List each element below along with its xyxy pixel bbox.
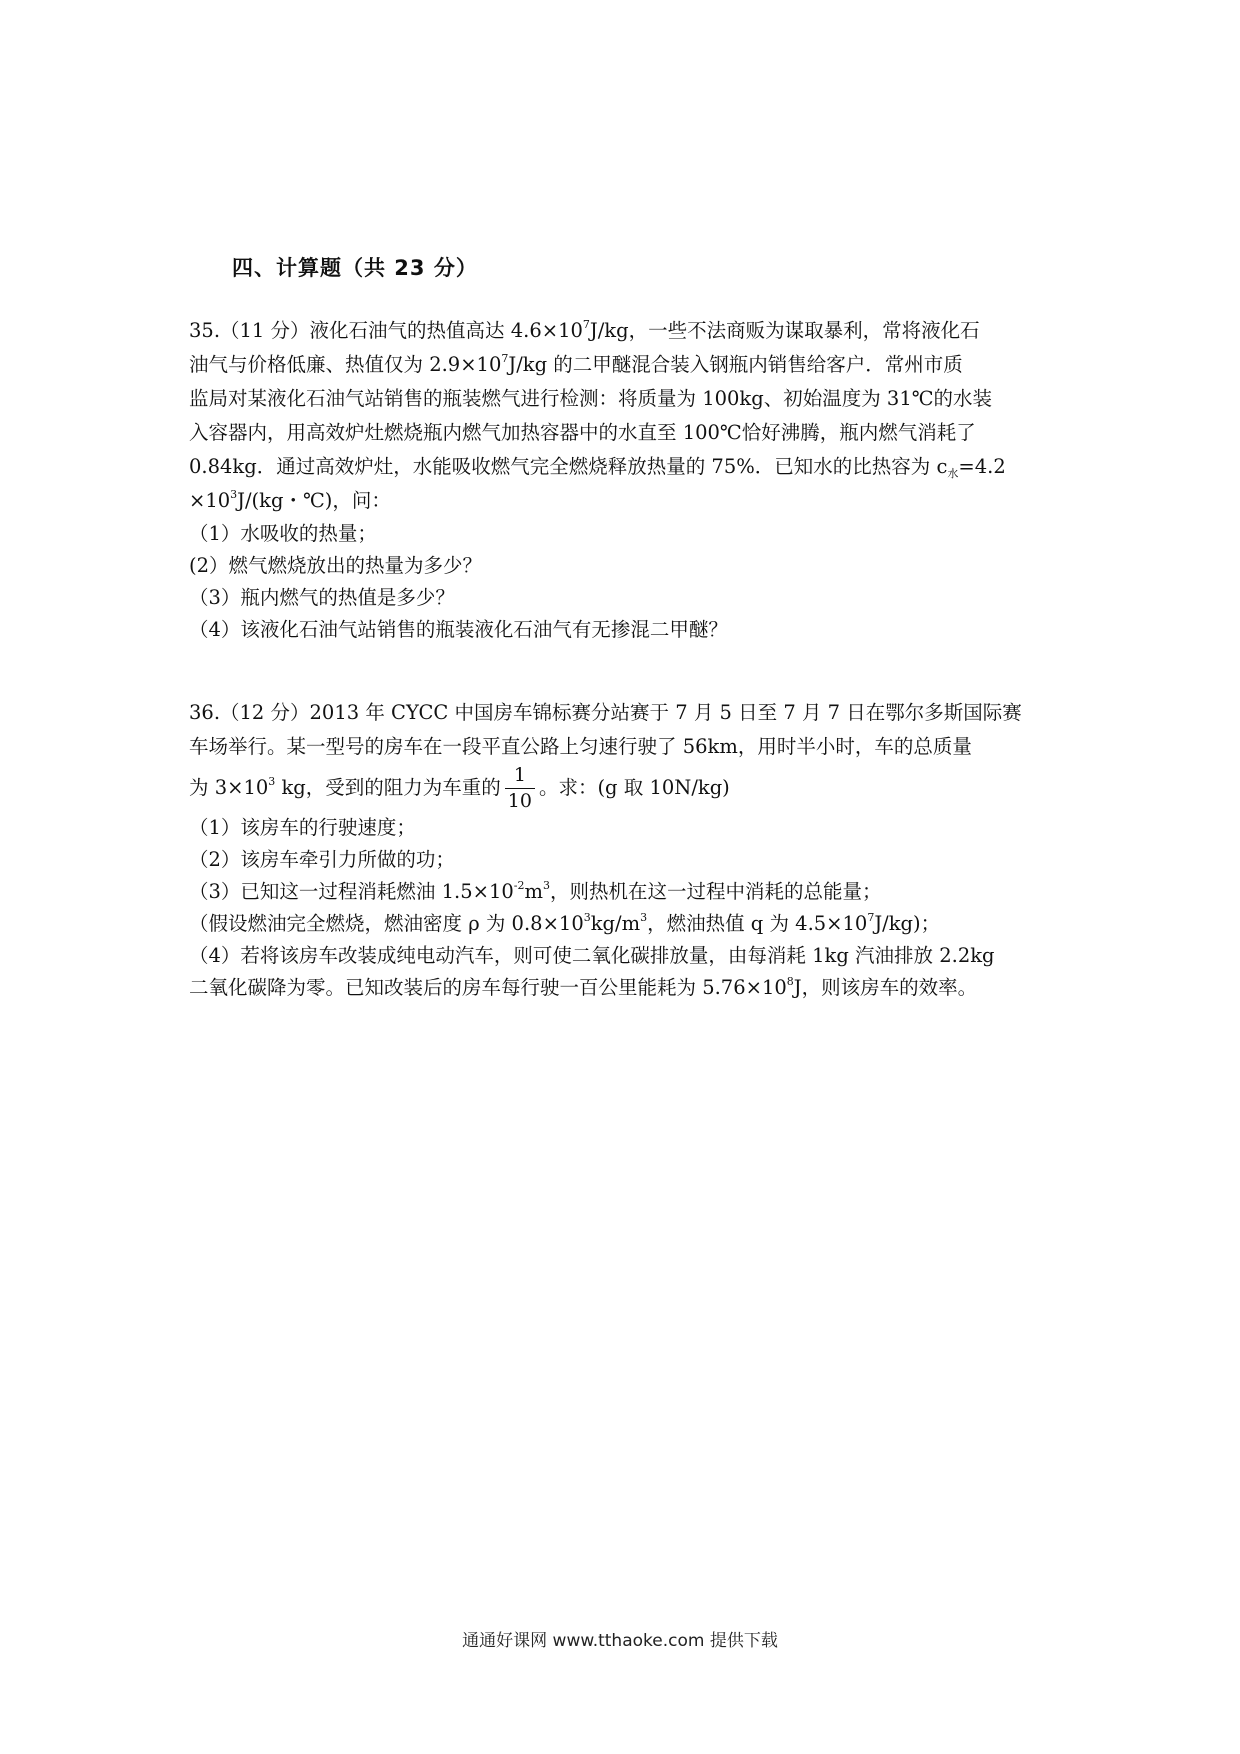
q36-line-3: 为 $3\times 10^3$ kg，受到的阻力为车重的 $\frac{1}{10}$ 。求：(g 取 10N/kg) [189,764,730,812]
q36-subquestion-1: （1）该房车的行驶速度； [189,816,416,839]
q36-subquestion-4: （4）若将该房车改装成纯电动汽车，则可使二氧化碳排放量，由每消耗 1kg 汽油排放 2.2kg [189,944,995,967]
q36-subquestion-3: （3）已知这一过程消耗燃油 $1.5\times 10^{-2}m^3$，则热机在这一过程中消耗的总能量； [189,879,882,903]
q35-subquestion-3: （3）瓶内燃气的热值是多少？ [189,586,455,609]
q35-line-2: 油气与价格低廉、热值仅为 $2.9\times 10^7J/kg$ 的二甲醚混合装入钢瓶内销售给客户．常州市质 [189,352,963,376]
footer-source-text: 通通好课网 www.tthaoke.com 提供下载 [462,1631,778,1651]
question-36 [189,696,1061,1004]
q36-subquestion-2: （2）该房车牵引力所做的功； [189,848,455,871]
q36-line-1: 36.（12 分）2013 年 CYCC 中国房车锦标赛分站赛于 7 月 5 日至 7 月 7 日在鄂尔多斯国际赛 [189,701,1022,724]
q35-subquestion-2: (2）燃气燃烧放出的热量为多少？ [189,554,483,577]
question-35 [189,314,1061,646]
fraction-one-tenth: $\frac{1}{10}$ [505,766,535,811]
section-heading: 四、计算题（共 23 分） [232,256,478,280]
q35-line-5: 0.84kg．通过高效炉灶，水能吸收燃气完全燃烧释放热量的 75%．已知水的比热容为 $c_水=4.2$ [189,455,1006,480]
q35-subquestion-4: （4）该液化石油气站销售的瓶装液化石油气有无掺混二甲醚？ [189,618,728,641]
q35-line-3: 监局对某液化石油气站销售的瓶装燃气进行检测：将质量为 100kg、初始温度为 31℃的水装 [189,387,993,410]
q35-line-6: $\times 10^3J/(kg$・℃)，问： [189,488,391,512]
q35-line-4: 入容器内，用高效炉灶燃烧瓶内燃气加热容器中的水直至 100℃恰好沸腾，瓶内燃气消耗了 [189,421,976,444]
q36-line-2: 车场举行。某一型号的房车在一段平直公路上匀速行驶了 56km，用时半小时，车的总质量 [189,735,972,758]
q35-line-1: 35.（11 分）液化石油气的热值高达 $4.6\times 10^7J/kg$，一些不法商贩为谋取暴利，常将液化石 [189,318,980,342]
q36-subquestion-3-note: （假设燃油完全燃烧，燃油密度 ρ 为 $0.8\times 10^3kg/m^3$，燃油热值 q 为 $4.5\times 10^7J/kg$)； [189,911,941,935]
q36-subquestion-4-cont: 二氧化碳降为零。已知改装后的房车每行驶一百公里能耗为 $5.76\times 10^8J$，则该房车的效率。 [189,975,978,999]
q35-subquestion-1: （1）水吸收的热量； [189,522,377,545]
